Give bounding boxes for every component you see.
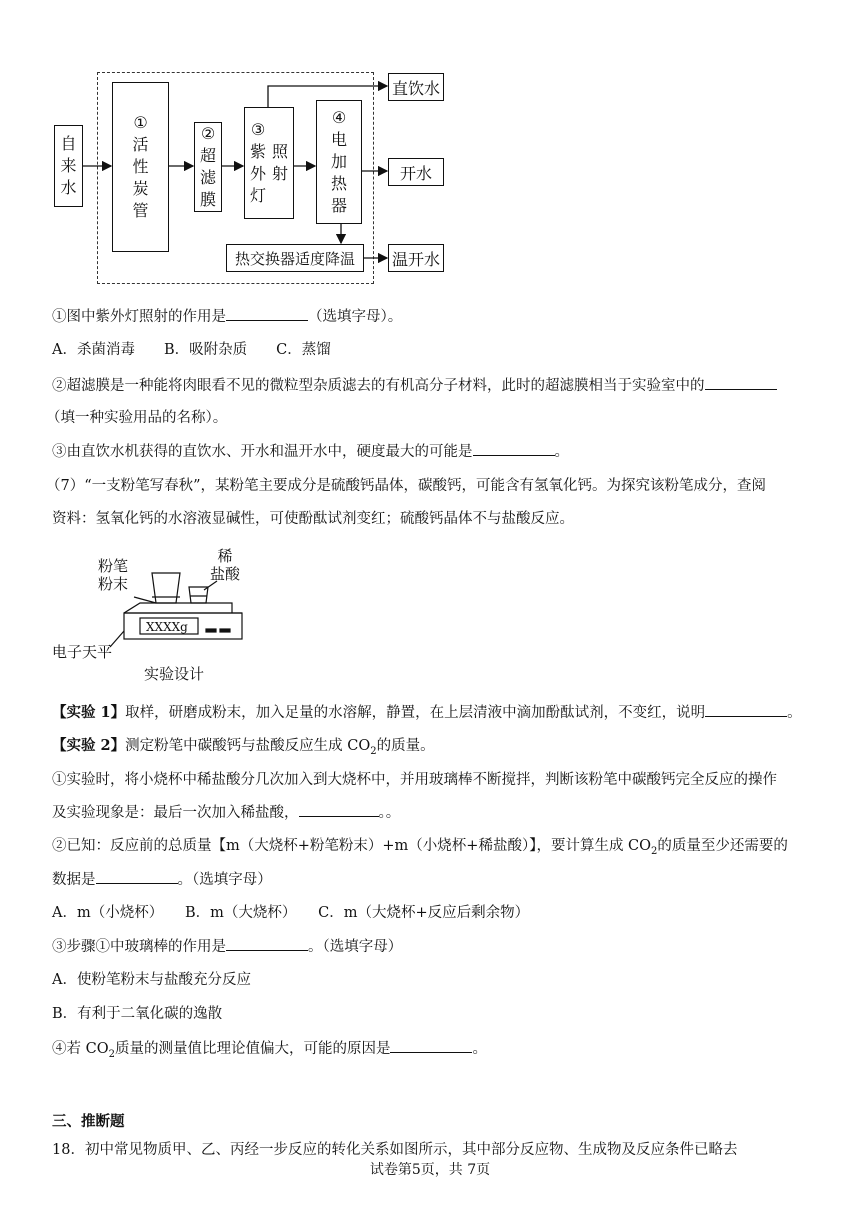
electric-heater-box: ④ 电 加 热 器	[316, 100, 362, 224]
warm-water-box: 温开水	[388, 244, 444, 272]
experiment-1: 【实验 1】取样，研磨成粉末，加入足量的水溶解，静置，在上层清液中滴加酚酞试剂，不变红，说明 。	[52, 704, 802, 721]
uv-lamp-box: ③ 紫 外 灯 照 射	[244, 107, 294, 219]
balance-display-text: XXXXg	[146, 620, 188, 634]
chalk-powder-label: 粉笔 粉末	[98, 557, 129, 593]
section-heading: 三、推断题	[52, 1113, 125, 1130]
answer-blank[interactable]	[226, 936, 308, 951]
exp2-question-2-options: A．m（小烧杯） B．m（大烧杯） C．m（大烧杯+反应后剩余物）	[52, 905, 530, 921]
apparatus-caption: 实验设计	[144, 665, 205, 683]
exp2-question-1-line-2: 及实验现象是：最后一次加入稀盐酸， 。。	[52, 802, 400, 823]
exp2-question-2-line-2: 数据是 。（选填字母）	[52, 869, 272, 890]
question-1-options: A．杀菌消毒 B．吸附杂质 C．蒸馏	[52, 342, 331, 358]
exp2-question-2-line-1: ②已知：反应前的总质量【m（大烧杯+粉笔粉末）+m（小烧杯+稀盐酸）】，要计算生成 $CO_2$的质量至少还需要的	[52, 838, 788, 857]
ultrafiltration-box: ② 超 滤 膜	[194, 122, 222, 212]
page-footer: 试卷第5页，共 7页	[369, 1162, 491, 1178]
question-2-line-1: ②超滤膜是一种能将肉眼看不见的微粒型杂质滤去的有机高分子材料，此时的超滤膜相当于实验室中的	[52, 375, 777, 396]
heat-exchanger-box: 热交换器适度降温	[226, 244, 364, 272]
answer-blank[interactable]	[96, 869, 178, 884]
question-3: ③由直饮水机获得的直饮水、开水和温开水中，硬度最大的可能是 。	[52, 441, 569, 462]
exp2-question-3-option-b: B．有利于二氧化碳的逸散	[52, 1006, 223, 1022]
activated-carbon-box: ① 活 性 炭 管	[112, 82, 169, 252]
tap-water-box: 自 来 水	[54, 125, 83, 207]
exp2-question-1-line-1: ①实验时，将小烧杯中稀盐酸分几次加入到大烧杯中，并用玻璃棒不断搅拌，判断该粉笔中碳酸钙完全反应的操作	[52, 772, 777, 788]
answer-blank[interactable]	[705, 702, 787, 717]
large-beaker	[152, 573, 180, 603]
question-7-line-1: （7）“一支粉笔写春秋”，某粉笔主要成分是硫酸钙晶体，碳酸钙，可能含有氢氧化钙。为探究该粉笔成分，查阅	[46, 478, 767, 494]
flow-arrows	[0, 0, 860, 300]
answer-blank[interactable]	[705, 375, 777, 390]
answer-blank[interactable]	[473, 441, 555, 456]
experiment-2: 【实验 2】测定粉笔中碳酸钙与盐酸反应生成 $CO_2$的质量。	[52, 737, 435, 757]
balance-top	[124, 603, 232, 613]
experiment-apparatus	[52, 545, 252, 685]
direct-drinking-water-box: 直饮水	[388, 73, 444, 101]
answer-blank[interactable]	[390, 1038, 472, 1053]
balance-label: 电子天平	[52, 643, 113, 661]
exp2-question-4: ④若 $CO_2$质量的测量值比理论值偏大，可能的原因是 。	[52, 1038, 487, 1065]
exp2-question-3: ③步骤①中玻璃棒的作用是 。（选填字母）	[52, 936, 402, 957]
exp2-question-3-option-a: A．使粉笔粉末与盐酸充分反应	[52, 972, 251, 988]
question-1: ①图中紫外灯照射的作用是 （选填字母）。	[52, 306, 402, 327]
answer-blank[interactable]	[299, 802, 379, 817]
answer-blank[interactable]	[226, 306, 308, 321]
question-2-line-2: （填一种实验用品的名称）。	[46, 410, 228, 426]
boiled-water-box: 开水	[388, 158, 444, 186]
dilute-acid-label: 稀 盐酸	[210, 547, 241, 583]
arrow-uv-to-direct	[268, 86, 387, 107]
question-7-line-2: 资料：氢氧化钙的水溶液显碱性，可使酚酞试剂变红；硫酸钙晶体不与盐酸反应。	[52, 511, 574, 527]
question-18: 18．初中常见物质甲、乙、丙经一步反应的转化关系如图所示，其中部分反应物、生成物及反应条件已略去	[52, 1142, 738, 1158]
